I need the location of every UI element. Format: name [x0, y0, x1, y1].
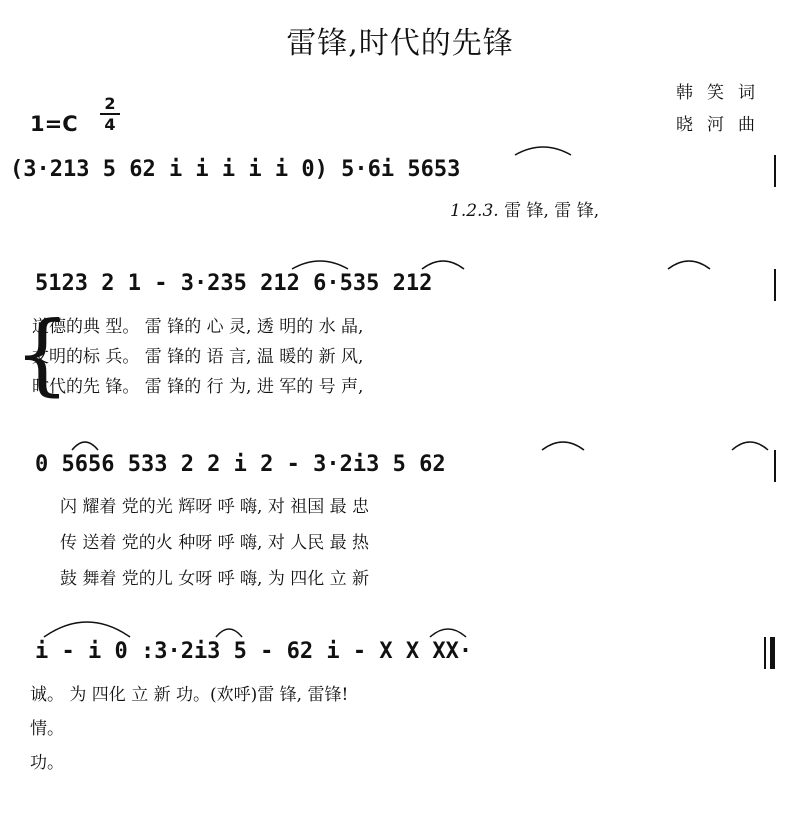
slur	[540, 436, 586, 452]
lyricist-credit: 韩笑词	[676, 83, 769, 103]
notation-staff-4	[0, 635, 800, 669]
barline	[774, 269, 776, 301]
lyric-verse-1: 道德的典 型。 雷 锋的 心 灵, 透 明的 水 晶,	[32, 317, 364, 337]
staff-notes: 0 5656 533 2 2 i 2 - 3·2i3 5 62	[35, 452, 446, 477]
lyric-verse-3: 时代的先 锋。 雷 锋的 行 为, 进 军的 号 声,	[32, 377, 364, 397]
lyric-line-refrain-intro	[450, 194, 599, 228]
time-signature	[100, 95, 120, 133]
key-signature: 1=C	[30, 112, 78, 136]
staff-notes: 5123 2 1 - 3·235 212 6·535 212	[35, 271, 433, 296]
composer-credit: 晓河曲	[676, 115, 769, 135]
song-title: 雷锋,时代的先锋	[286, 26, 514, 61]
tie	[42, 613, 132, 639]
lyric-verse-2: 情。	[30, 719, 64, 739]
slur	[290, 255, 350, 271]
time-signature-top: 2	[104, 94, 116, 113]
final-barline-thick	[770, 637, 775, 669]
lyric-verse-3: 功。	[30, 753, 64, 773]
time-signature-bottom: 4	[104, 115, 116, 134]
notation-staff-3	[0, 448, 800, 482]
lyric-verse-2: 传 送着 党的火 种呀 呼 嗨, 对 人民 最 热	[60, 533, 370, 553]
lyric-verse-1: 诚。 为 四化 立 新 功。(欢呼)雷 锋, 雷锋!	[30, 685, 349, 705]
slur	[420, 255, 466, 271]
barline	[774, 155, 776, 187]
slur	[214, 623, 244, 639]
verse-brace: {	[14, 302, 70, 405]
lyric-verse-1: 闪 耀着 党的光 辉呀 呼 嗨, 对 祖国 最 忠	[60, 497, 370, 517]
notation-staff-1	[0, 153, 800, 187]
lyric-verse-2: 文明的标 兵。 雷 锋的 语 言, 温 暖的 新 风,	[32, 347, 364, 367]
verse-numbers: 1.2.3.	[450, 201, 499, 221]
slur	[666, 255, 712, 271]
barline	[774, 450, 776, 482]
lyric-verse-3: 鼓 舞着 党的儿 女呀 呼 嗨, 为 四化 立 新	[60, 569, 370, 589]
final-barline-thin	[764, 637, 766, 669]
staff-notes: i - i 0 :3·2i3 5 - 62 i - X X XX·	[35, 639, 473, 664]
slur	[730, 436, 770, 452]
slur	[513, 141, 573, 157]
notation-staff-2	[0, 267, 800, 301]
lyric-text: 雷 锋, 雷 锋,	[504, 201, 600, 221]
slur	[428, 623, 468, 639]
slur	[70, 436, 100, 452]
staff-notes: (3·213 5 62 i i i i i 0) 5·6i 5653	[10, 157, 461, 182]
